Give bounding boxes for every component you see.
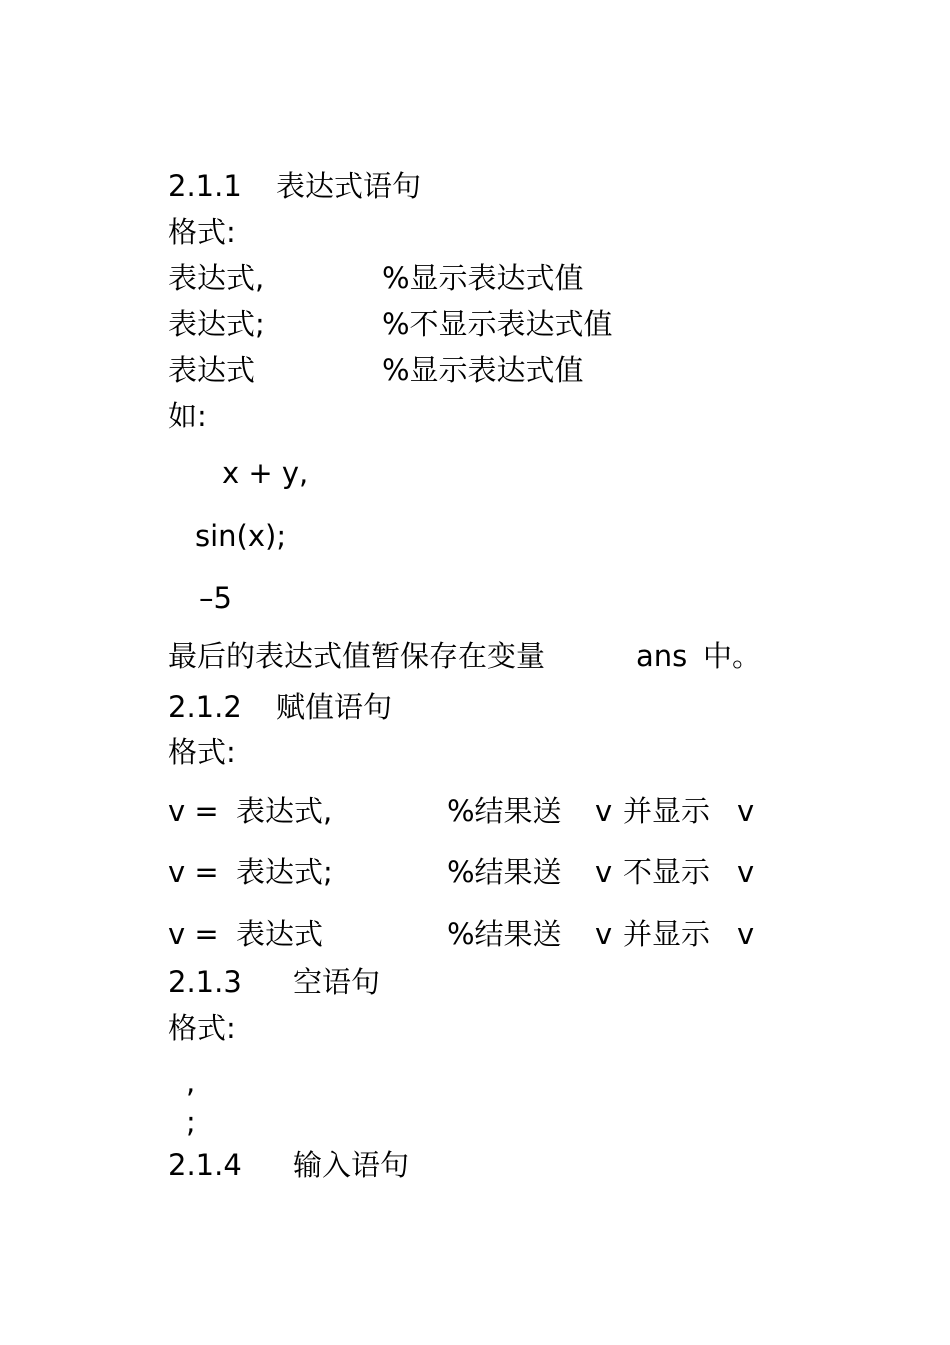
assign-var-1b: v <box>737 794 755 828</box>
section-number-2-1-4: 2.1.4 <box>168 1148 242 1182</box>
section-title-2-1-4: 输入语句 <box>293 1148 410 1182</box>
assign-var-2b: v <box>737 855 755 889</box>
assign-expr-3: 表达式 <box>236 917 324 951</box>
assign-comment-3: %结果送 <box>447 917 562 951</box>
assign-lhs-3: v = <box>168 917 219 951</box>
ans-note-tail: 中。 <box>703 639 762 673</box>
assign-action-1: 并显示 <box>623 794 711 828</box>
ans-note-variable: ans <box>636 639 688 673</box>
expression-comment-3: %显示表达式值 <box>382 353 584 387</box>
example-line-2: sin(x); <box>195 519 287 553</box>
section-number-2-1-1: 2.1.1 <box>168 169 242 203</box>
section-title-2-1-1: 表达式语句 <box>276 169 422 203</box>
section-number-2-1-3: 2.1.3 <box>168 965 242 999</box>
assign-var-3a: v <box>595 917 613 951</box>
section-title-2-1-2: 赋值语句 <box>276 690 393 724</box>
assign-lhs-2: v = <box>168 855 219 889</box>
section-title-2-1-3: 空语句 <box>293 965 381 999</box>
empty-statement-comma: , <box>186 1065 196 1099</box>
expression-syntax-2: 表达式; <box>168 307 265 341</box>
expression-syntax-3: 表达式 <box>168 353 256 387</box>
empty-statement-semicolon: ; <box>186 1105 196 1139</box>
assign-expr-1: 表达式, <box>236 794 333 828</box>
example-label: 如: <box>168 399 207 433</box>
assign-lhs-1: v = <box>168 794 219 828</box>
format-label: 格式: <box>168 215 236 249</box>
assign-var-1a: v <box>595 794 613 828</box>
expression-comment-2: %不显示表达式值 <box>382 307 613 341</box>
expression-syntax-1: 表达式, <box>168 261 265 295</box>
expression-comment-1: %显示表达式值 <box>382 261 584 295</box>
example-line-3: –5 <box>199 581 232 615</box>
assign-comment-2: %结果送 <box>447 855 562 889</box>
assign-expr-2: 表达式; <box>236 855 333 889</box>
assign-var-3b: v <box>737 917 755 951</box>
section-number-2-1-2: 2.1.2 <box>168 690 242 724</box>
assign-var-2a: v <box>595 855 613 889</box>
format-label: 格式: <box>168 735 236 769</box>
assign-comment-1: %结果送 <box>447 794 562 828</box>
assign-action-3: 并显示 <box>623 917 711 951</box>
example-line-1: x + y, <box>222 456 309 490</box>
assign-action-2: 不显示 <box>623 855 711 889</box>
ans-note-text: 最后的表达式值暂保存在变量 <box>168 639 546 673</box>
format-label: 格式: <box>168 1011 236 1045</box>
